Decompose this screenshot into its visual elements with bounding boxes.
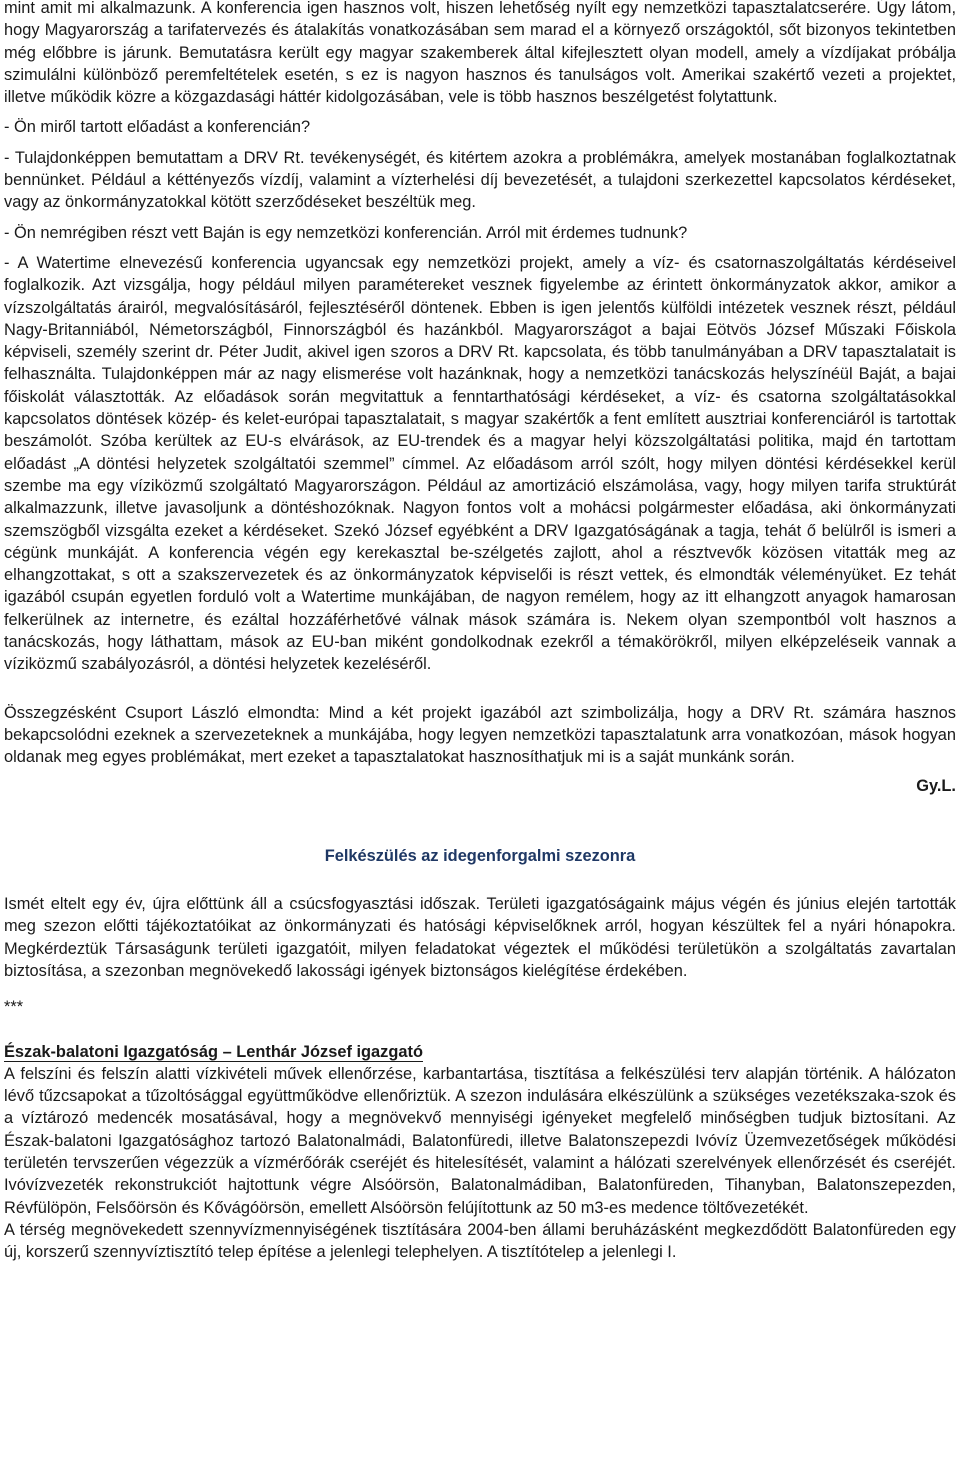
section-title: Felkészülés az idegenforgalmi szezonra (324, 846, 636, 865)
interview-answer-1: - Tulajdonképpen bemutattam a DRV Rt. tevékenységét, és kitértem azokra a problémákra, amelyek mostanában foglalkoztatnak bennünket. Például a kéttényezős vízdíj, valamint a vízterhelési díj bevezetését, a tulajdoni szerkezettel kapcsolatos kérdéseket, vagy az önkormányzatokkal kötött szerződéseket beszéltük meg. (4, 148, 956, 212)
interview-answer-2: - A Watertime elnevezésű konferencia ugyancsak egy nemzetközi projekt, amely a víz- és csatornaszolgáltatás kérdéseivel foglalkozik. Azt vizsgálja, hogy például milyen paramétereket vesznek figyelembe az érintett önkormányzatok akkor, amikor a vízszolgáltatás árairól, megvalósításáról, fejlesztéséről döntenek. Ebben is igen jelentős külföldi intézetek vesznek részt, például Nagy-Britanniából, Németországból, Finnországból és hazánkból. Magyarországot a bajai Eötvös József Műszaki Főiskola képviseli, személy szerint dr. Péter Judit, akivel igen szoros a DRV Rt. kapcsolata, és több tanulmányában a DRV tapasztalatait is felhasználta. Tulajdonképpen már az nagy elismerése volt hazánknak, hogy a nemzetközi tanácskozás helyszínéül Baját, a bajai főiskolát választották. Az előadások során megvitattuk a fenntarthatósági kérdéseket, a víz- és csatorna szolgáltatásokkal kapcsolatos döntések közép- és kelet-európai tapasztalatait, s magyar szakértők a fent említett ausztriai konferenciáról is tartottak beszámolót. Szóba kerültek az EU-s elvárások, az EU-trendek és a magyar helyi közszolgáltatási politika, majd én tartottam előadást „A döntési helyzetek szolgáltatói szemmel” címmel. Az előadásom arról szólt, hogy milyen döntési kérdésekkel kerül szembe ma egy víziközmű szolgáltató Magyarországon. Például az amortizáció elszámolása, vagy, hogy milyen tarifa struktúrát alkalmazzunk, illetve javasoljunk a döntéshozóknak. Nagyon fontos volt a mohácsi polgármester előadása, aki önkormányzati szemszögből vizsgálta ezeket a kérdéseket. Szekó József egyébként a DRV Igazgatóságának a tagja, tehát ő belülről is ismeri a cégünk munkáját. A konferencia végén egy kerekasztal be-szélgetés zajlott, ahol a résztvevők közösen vitatták meg az elhangzottakat, s ott a szakszervezetek és az önkormányzatok képviselői is részt vettek, és elmondták véleményüket. Ez tehát igazából csupán egyetlen forduló volt a Watertime munkájában, de nagyon remélem, hogy az itt elhangzott anyagok hamarosan felkerülnek az internetre, és ezáltal hozzáférhetővé válnak mások számára is. Nekem olyan szempontból volt hasznos a tanácskozás, hogy láthattam, mások az EU-ban miként gondolkodnak ezekről a témakörökről, milyen elképzeléseik vannak a víziközmű szabályozásról, a döntési helyzetek kezeléséről. (4, 253, 956, 674)
summary-paragraph: Összegzésként Csuport László elmondta: Mind a két projekt igazából azt szimbolizálja, hogy a DRV Rt. számára hasznos bekapcsolódni ezeknek a szervezeteknek a munkájába, hogy legyen nemzetközi tapasztalatunk arra vonatkozóan, mások hogyan oldanak meg egyes problémákat, mert ezeket a tapasztalatokat hasznosíthatjuk mi is a saját munkánk során. (4, 703, 956, 767)
document-page (4, 0, 956, 1264)
subsection-paragraph-1: A felszíni és felszín alatti vízkivételi művek ellenőrzése, karbantartása, tisztítása a felkészülési terv alapján történik. A hálózaton lévő tűzcsapokat a tűzoltósággal együttműködve ellenőriztük. A szezon indulására elkészülünk a szükséges vezetékszaka-szok és a víztározó medencék mosatásával, hogy a megnövekvő mennyiségi igényeket megfelelő minőségben tudjuk biztosítani. Az Észak-balatoni Igazgatósághoz tartozó Balatonalmádi, Balatonfüredi, illetve Balatonszepezdi Ivóvíz Üzemvezetőségek működési területén tervszerűen végezzük a vízmérőórák cseréjét és hitelesítését, valamint a hálózati szerelvények ellenőrzését és cseréjét. Ivóvízvezeték rekonstrukciót hajtottunk végre Alsóörsön, Balatonalmádiban, Balatonfüreden, Tihanyban, Balatonszepezden, Révfülöpön, Felsőörsön és Kővágóörsön, emellett Alsóörsön felújítottunk az 50 m3-es medence töltővezetékét. (4, 1064, 956, 1217)
section-intro-paragraph: Ismét eltelt egy év, újra előttünk áll a csúcsfogyasztási időszak. Területi igazgatóságaink május végén és június elején tartották meg szezon előtti tájékoztatóikat az önkormányzati és hatósági képviselőknek arról, hogyan készültek fel a nyári hónapokra. Megkérdeztük Társaságunk területi igazgatóit, milyen feladatokat végeztek el működési területükön a szolgáltatás zavartalan biztosítása, a szezonban megnövekedő lakossági igények biztonságos kielégítése érdekében. (4, 895, 956, 980)
subsection-paragraph-2: A térség megnövekedett szennyvízmennyiségének tisztítására 2004-ben állami beruházásként megkezdődött Balatonfüreden egy új, korszerű szennyvíztisztító telep építése a jelenlegi telephelyen. A tisztítótelep a jelenlegi I. (4, 1220, 956, 1262)
interview-question-2: - Ön nemrégiben részt vett Baján is egy nemzetközi konferencián. Arról mit érdemes tudnunk? (4, 223, 688, 242)
interview-question-1: - Ön miről tartott előadást a konferencián? (4, 118, 311, 137)
subsection-heading-text: Észak-balatoni Igazgatóság – Lenthár József igazgató (4, 1042, 423, 1061)
author-signature: Gy.L. (916, 776, 956, 795)
intro-paragraph: mint amit mi alkalmazunk. A konferencia igen hasznos volt, hiszen lehetőség nyílt egy nemzetközi tapasztalatcserére. Úgy látom, hogy Magyarország a tarifatervezés és átalakítás vonatkozásában sem marad el a környező országoktól, sőt bizonyos tekintetben még előbbre is járunk. Bemutatásra került egy magyar szakemberek által kifejlesztett olyan modell, amely a vízdíjakat próbálja szimulálni különböző peremfeltételek esetén, s ez is nagyon hasznos és tanulságos volt. Amerikai szakértő vezeti a projektet, illetve működik közre a közgazdasági háttér kidolgozásában, vele is több hasznos beszélgetést folytattunk. (4, 0, 956, 107)
separator: *** (4, 998, 24, 1017)
subsection-heading (4, 1041, 956, 1063)
